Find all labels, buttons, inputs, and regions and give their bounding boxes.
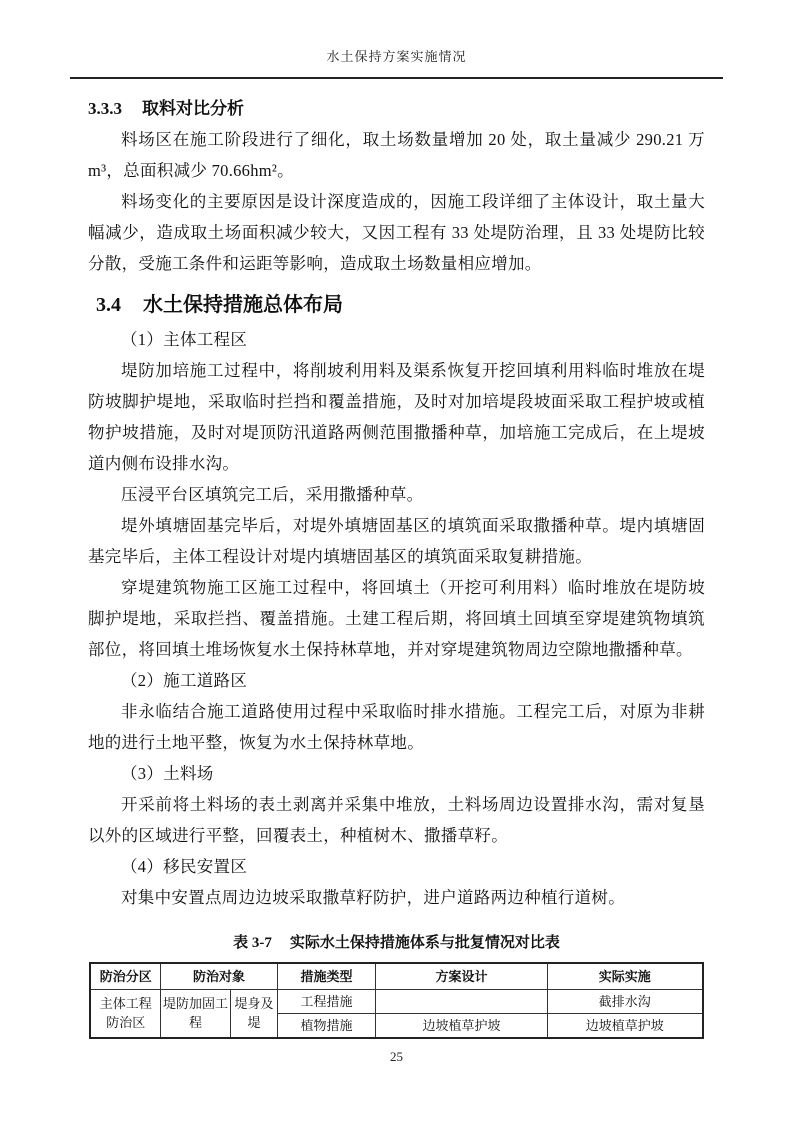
paragraph: 对集中安置点周边边坡采取撒草籽防护，进户道路两边种植行道树。 [121, 888, 625, 907]
list-item-heading: （4）移民安置区 [121, 857, 248, 876]
table-row [90, 989, 702, 1013]
paragraph: 堤外填塘固基完毕后，对堤外填塘固基区的填筑面采取撒播种草。堤内填塘固基完毕后，主体工程设计对堤内填塘固基区的填筑面采取复耕措施。 [88, 516, 705, 566]
cell-measure-type: 工程措施 [278, 989, 376, 1013]
list-item-heading: （3）土料场 [121, 764, 214, 783]
paragraph: 开采前将土料场的表土剥离并采集中堆放，土料场周边设置排水沟，需对复垦以外的区域进行平整，回覆表土，种植树木、撒播草籽。 [88, 795, 705, 845]
column-header-object: 防治对象 [160, 963, 277, 989]
section-number: 3.4 [96, 294, 121, 316]
cell-measure-type: 植物措施 [278, 1013, 376, 1038]
paragraph: 堤防加培施工过程中，将削坡利用料及渠系恢复开挖回填利用料临时堆放在堤防坡脚护堤地，采取临时拦挡和覆盖措施，及时对加培堤段坡面采取工程护坡或植物护坡措施，及时对堤顶防汛道路两侧范围撒播种草，加培施工完成后，在上堤坡道内侧布设排水沟。 [88, 361, 705, 473]
column-header-measure-type: 措施类型 [278, 963, 376, 989]
comparison-table [89, 962, 703, 1039]
cell-actual: 截排水沟 [548, 989, 703, 1013]
paragraph: 料场区在施工阶段进行了细化，取土场数量增加 20 处，取土量减少 290.21 万 m³，总面积减少 70.66hm²。 [88, 130, 705, 180]
header-rule [70, 77, 723, 79]
section-title: 水土保持措施总体布局 [143, 294, 343, 316]
section-heading-3-4 [96, 288, 705, 317]
column-header-actual: 实际实施 [548, 963, 703, 989]
paragraph: 非永临结合施工道路使用过程中采取临时排水措施。工程完工后，对原为非耕地的进行土地平整，恢复为水土保持林草地。 [88, 702, 705, 752]
cell-zone: 主体工程防治区 [90, 989, 160, 1038]
cell-plan-design [376, 989, 548, 1013]
section-title: 取料对比分析 [142, 99, 244, 118]
paragraph: 压浸平台区填筑完工后，采用撒播种草。 [121, 485, 424, 504]
running-header: 水土保持方案实施情况 [326, 49, 467, 64]
section-heading-3-3-3 [88, 94, 705, 119]
cell-object-a: 堤防加固工程 [160, 989, 230, 1038]
column-header-zone: 防治分区 [90, 963, 160, 989]
paragraph: 穿堤建筑物施工区施工过程中，将回填土（开挖可利用料）临时堆放在堤防坡脚护堤地，采取拦挡、覆盖措施。土建工程后期，将回填土回填至穿堤建筑物填筑部位，将回填土堆场恢复水土保持林草地，并对穿堤建筑物周边空隙地撒播种草。 [88, 578, 705, 659]
table-caption-label: 表 3-7 [233, 935, 272, 951]
page-number: 25 [390, 1048, 403, 1064]
page-content [0, 94, 793, 1065]
cell-actual: 边坡植草护坡 [548, 1013, 703, 1038]
section-number: 3.3.3 [88, 99, 122, 118]
cell-plan-design: 边坡植草护坡 [376, 1013, 548, 1038]
list-item-heading: （2）施工道路区 [121, 671, 248, 690]
table-caption-title: 实际水土保持措施体系与批复情况对比表 [289, 934, 560, 951]
table-header-row [90, 963, 702, 989]
list-item-heading: （1）主体工程区 [121, 330, 248, 349]
table-caption [88, 931, 705, 952]
cell-object-b: 堤身及堤 [230, 989, 277, 1038]
column-header-plan-design: 方案设计 [376, 963, 548, 989]
paragraph: 料场变化的主要原因是设计深度造成的，因施工段详细了主体设计，取土量大幅减少，造成取土场面积减少较大，又因工程有 33 处堤防治理，且 33 处堤防比较分散，受施工条件和运距等影响，造成取土场数量相应增加。 [88, 192, 705, 273]
